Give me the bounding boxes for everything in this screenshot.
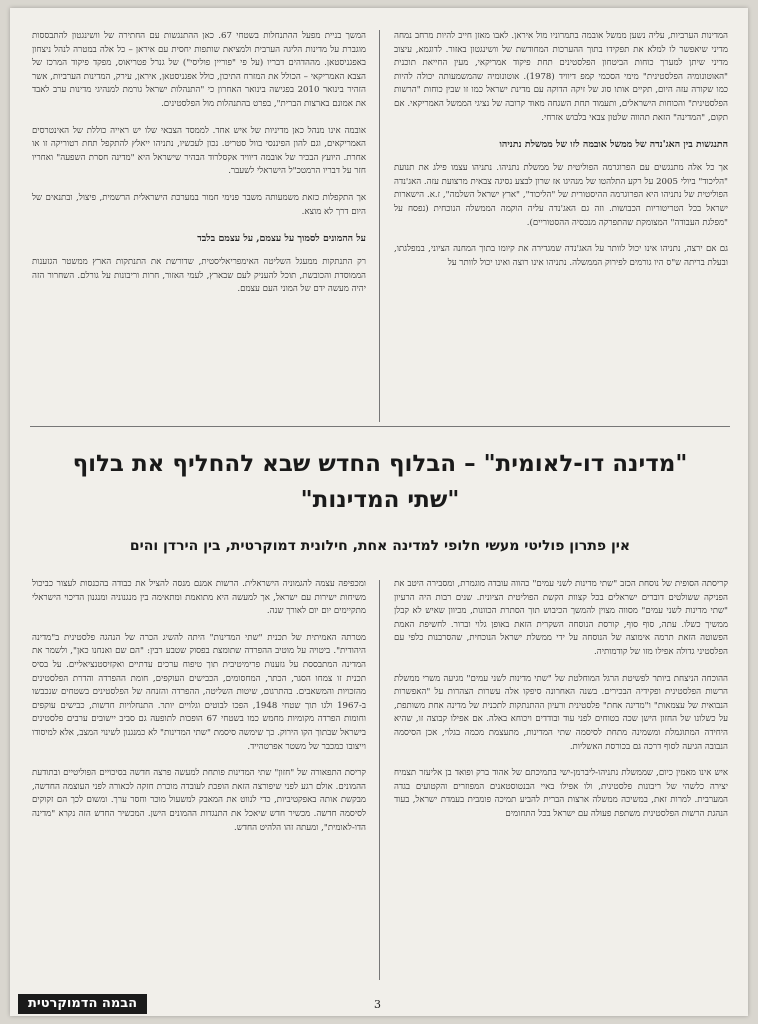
page-number: 3 [374,998,381,1011]
article-paragraph: רק התנתקות ממעגל השליטה האימפריאליסטית, שדורשת את התנתקות הארץ ממשטר הגזענות הממוסדת והכובשת, תוכל להעניק לעם שבארץ, לעמי האזור, חרות וריבונות על גורלם. השחרור הזה יהיה מעשה ידם של המוני העם עצמם. [32,257,366,295]
article-paragraph: ההוכחה הניצחת ביותר לפשיטת הרגל המוחלטת של "שתי מדינות לשני עמים" מגיעה משרי ממשלת הרשות הפלסטינית ופקידיה הבכירים. בשנה האחרונה סיפקו אלה עשרות הצהרות על "האפשרות הנבואית של עצמאות" ו"מדינה אחת" פלסטינית ורעיון ההתנתקות לתכנית של מדינה אחת משותפת, על כשלונו של החזון הישן שכה בטוחים לפני עוד ובודדים ויכוחא באלה. אם אפילו קבוצה זו, שהיא היחידה המתוגמלת ומשמינה מתחת לסיסמה שתי המדינות, מתעצמת מכמה בגלוי, אכן הסיסמה הנבובה הגיעה לסוף דרכה גם בכורסת האשליות. [394,673,728,752]
article-paragraph: קריסתה הסופית של נוסחת הכזב "שתי מדינות לשני עמים" כהווה עובדה מוגמרת, ומסבירה היטב את הפניקה ששולטים דוברים ישראלים בכל קצוות הקשת הפוליטית הציונית. שנים רבות היה הרעיון "שתי מדינות לשני עמים" מסווה מצוין להמשך הכיבוש תוך הסתרת הכוונות, מכיוון שאיש לא קבלן ממשיך כשלו. עתה, סוף סוף, קורסת הנוסחה השקרית הזאת באופן גלוי וברור. לחשיפת האמת הפשוטה הזאת תרמה אימוצה של הנוסחה על ידי ממשלת ישראל הנוכחית, שהסרבנות כלפי עם הפלסטיני גדולה אפילו מזו של קודמותיה. [394,579,728,657]
column-divider [379,30,380,422]
bottom-left-column [32,578,366,848]
article-paragraph: ומכפיפה עצמה להגמוניה הישראלית. הרשות אמנם מנסה להציל את כבודה בהכנסות לעצור כביכול משיחות ישירות עם ישראל, אך למעשה היא מתואמת ומתאימה בין מנגנוניה ומנגנון הדיכוי הישראלי מתקיימים יום יום לאורך שנה. [32,579,366,617]
section-heading: על ההמונים לסמוך על עצמם, על עצמם בלבד [197,233,366,245]
bottom-section [32,578,728,983]
article-paragraph: אובמה אינו מנהל כאן מדיניות של איש אחד. לממסד הצבאי שלו יש ראייה כוללת של האינטרסים האמריקאים, וגם להון הפיננסי בוול סטריט. נכון לעכשיו, נתניהו ייאלץ להתקפל תחת רטוריקה זו או אחרת. היועץ הבכיר של אובמה דיוויד אקסלרוד הבהיר שישראל היא "מדינה חסרת השפעה" ואחריו חזר על דבריו הרמטכ"ל הישראלי לשעבר. [32,125,366,177]
newspaper-page [10,8,748,1016]
article-paragraph: המדינות הערביות, עליה נשען ממשל אובמה בתמרוניו מול איראן. לאבו מאזן חייב להיות מרחב נמחה מדיני שיאפשר לו למלא את תפקידו בתוך ההערכות המחודשת של וושינגטון באזור. לדוגמא, עיצוב מדיני שיתן למערך כוחות הביטחון הפלסטינים תחת פיקוד אמריקאי, מעין החייאת תוכנית "האוטונומיה הפלסטינית" מימי הסכמי קמפ דיוויד (1978). אוטונומיה שהמשמעותה יכולה להיות כמו שקורה עזה היום, תקיים אותו סוג של זיקה הדוקה עם מדינת ישראל כמו זו שבין כוחות "הרשות הפלסטינית" והכוחות הישראלים, ותעמוד תחת השגחה מאוד קרובה של נציגי הממשל האמריקאי. אם תקום, "המדינה" הזאת תהווה שלטון צבאי בלבוש אזרחי. [394,31,729,123]
article-paragraph: אך כל אלה מתנגשים עם הפרוגרמה הפוליטית של ממשלת נתניהו. נתניהו עצמו פילג את תנועת "הליכוד" ביולי 2005 על רקע התלהטו של מנהיגו אז שרון לבצע נסיגה צבאית מרצועת עזה. האג'נדה הפוליטית של נתניהו היא הפרוגרמה ההיסטורית של "הליכוד", "ארץ ישראל השלמה", ז.א. הישארות ישראל בכל הטריטוריות הכבושות. וזה גם האג'נדה עליה הוקמה הממשלה הנוכחית (נפסח על "מפלגת העבודה" המצומקת שהתפרקה מנכסיה ההסטוריים). [394,163,728,228]
article-paragraph: קריסת התפאורה של "חזון" שתי המדינות פותחת למעשה פרצה חדשה בסיכויים הפוליטיים ובתודעת ההמונים. אולם רגע לפני שיפורצה הזאת הופכת לעובדה מוכרת חזקה לכאורה לפני העוצמה החדשה, מבקשת אותה באפקטיביות, כדי לנווט את המאבק למשעול מוכר וחסר ערך. ומשום לכך הם זקוקים לסיסמה חדשה. מכשיר חדש שיאכל את התנגדות ההמונים הישן. המכשיר החדש הזה נקרא "מדינה הדו-לאומית", ומעתה זהו הלהיט החדש. [32,768,366,833]
article-paragraph: גם אם ירצה, נתניהו אינו יכול לוותר על האג'נדה שמגדירה את קיומו בתוך המחנה הציוני, במפלגתו, ובעלת בריתה ש"ס היו גורמים לפירוק הממשלה. נתניהו אינו רוצה ואינו יכול לוותר על [394,244,728,268]
section-heading: התנגשות בין האג'נדה של ממשל אובמה לזו של ממשלת נתניהו [499,139,728,151]
column-divider [379,580,380,980]
subheadline: אין פתרון פוליטי מעשי חלופי למדינה אחת, חילונית דמוקרטית, בין הירדן והים [129,538,631,554]
headline-line-1: "מדינה דו-לאומית" – הבלוף החדש שבא להחליף את בלוף [72,451,688,477]
article-paragraph: המשך בניית מפעל ההתנחלות בשטחי 67. כאן ההתנגשות עם החתירה של וושינגטון להתבססות מוגברת על מדינות הליגה הערבית ולמציאת שותפות יחסית עם איראן – כל אלה במטרה לנהל ניצחון באפגניסטאן. מההדהים דבריו (על פי "פוריין פוליסי") של גנרל פטריאוס, מפקד פיקוד המרכז של הצבא האמריקאי – הכולל את המזרח התיכון, כולל אפגניסטאן, איראן, עירק, המדינות הערביות, אשר הזהיר בינואר 2010 בפגישה בינואר האחרון כי "התנהלות ישראל גורמת למנהיגי מדינות ערב לאבד את אמונם בארצות הברית", בפרט בהתנהלות מול הפלסטינים. [32,31,366,109]
article-paragraph: איש אינו מאמין כיום, שממשלת נתניהו-ליברמן-ישי בתמיכתם של אהוד ברק ופואד בן אליעזר תצמיח יצירה כלשהי של ריבונות פלסטינית, ולו אפילו באיי הבנטוסטאנים המפוזרים והקטועים בגדה המערבית. למרות זאת, במשיכה ממשלה ארצות הברית להביע תמיכה פומבית בעמדת ישראל, בעוד הנהגת הרשות הפלסטינית משתפת פעולה עם ישראל בכל התחומים [394,768,728,819]
bottom-right-column [394,578,728,835]
article-paragraph: אך התקפלות כזאת משמעותה משבר פנימי חמור במערכת הישראלית הרשמית, פיצול, ובתנאים של היום דרך לא מוצא. [32,192,366,217]
headline-line-2: "שתי המדינות" [300,487,460,513]
section-divider [30,426,730,427]
top-left-column [32,30,366,310]
publication-banner: הבמה הדמוקרטית [18,994,147,1014]
top-right-column [394,30,728,283]
article-paragraph: מטרתה האמיתית של תכנית "שתי המדינות" היתה להשיג הכרה של הנהגה פלסטינית ב"מדינה היהודית". ביטויה על מוטיב ההפרדה שתומצת בפסוק שטבע רבין: "הם שם ואנחנו כאן", ולשמר את המדינה המתבססת על גזענות פרימיטיבית תוך טיפוח ערכים עדתיים ואקזיסטנציאליים. על בסיס תכנית זו צמחו הסגר, הכתר, המחסומים, הכבישים העוקפים, חומת ההפרדה והדרת הפלסטינים מהזכויות והמשאבים. בהתרגום, שיטות השליטה, ההפרדה והזנחה של הפלסטינים בשטחים שנכבשו ב-1967 ולגו תוך שטחי 1948, הפכו לבוטים וגלויים יותר. התנחלויות חדשות, כבישים עוקפים וחומות הפרדה מקומיות מחמש כמו בשטחי 67 הופכות לתופעה גם סביב יישובים ערבים פלסטינים בישראל שבתוך הקו הירוק. כך שימשה סיסמת "שתי המדינות" לא כמנגנון לשינוי המצב, אלא למיסודו וייצובו כמכבר של משטר אפרטהייד. [32,632,366,752]
top-section [32,30,728,422]
main-headline [30,446,730,518]
